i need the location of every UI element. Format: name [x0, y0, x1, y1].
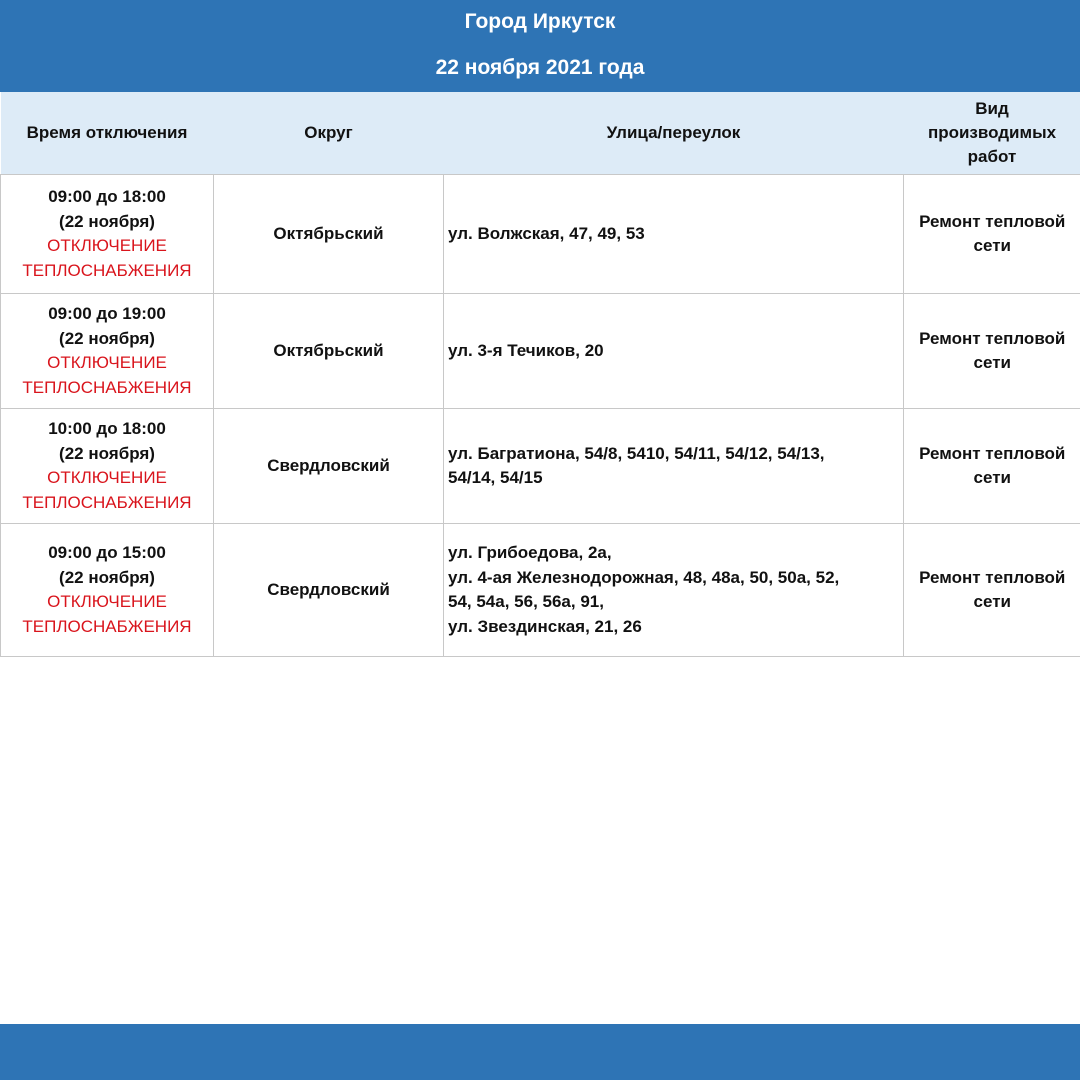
work-cell — [904, 524, 1080, 657]
time-range: 10:00 до 18:00 — [48, 419, 166, 438]
district-cell: Октябрьский — [214, 175, 444, 294]
status-label: ОТКЛЮЧЕНИЕ — [47, 592, 167, 611]
street-line: ул. Волжская, 47, 49, 53 — [448, 223, 645, 243]
column-header-street: Улица/переулок — [444, 92, 904, 175]
street-line: ул. 4-ая Железнодорожная, 48, 48а, 50, 50а, 52, — [448, 567, 840, 587]
street-line: ул. Багратиона, 54/8, 5410, 54/11, 54/12, 54/13, — [448, 443, 825, 463]
work-line: сети — [973, 236, 1011, 255]
column-header-work-line: работ — [967, 147, 1017, 166]
status-label: ОТКЛЮЧЕНИЕ — [47, 353, 167, 372]
time-date: (22 ноября) — [59, 567, 155, 587]
outage-table — [0, 92, 1080, 657]
district-cell: Свердловский — [214, 409, 444, 524]
time-date: (22 ноября) — [59, 443, 155, 463]
time-cell — [1, 524, 214, 657]
column-header-work-line: Вид — [975, 99, 1009, 118]
status-label: ТЕПЛОСНАБЖЕНИЯ — [22, 377, 192, 397]
work-line: Ремонт тепловой — [919, 328, 1066, 348]
time-range: 09:00 до 19:00 — [48, 304, 166, 323]
title-band — [0, 0, 1080, 92]
street-line: 54/14, 54/15 — [448, 468, 543, 487]
street-cell — [444, 524, 904, 657]
table-row — [1, 175, 1080, 294]
footer-band — [0, 1024, 1080, 1080]
time-date: (22 ноября) — [59, 211, 155, 231]
time-range: 09:00 до 18:00 — [48, 187, 166, 206]
work-cell — [904, 175, 1080, 294]
street-cell — [444, 409, 904, 524]
column-header-district: Округ — [214, 92, 444, 175]
work-line: сети — [973, 592, 1011, 611]
status-label: ОТКЛЮЧЕНИЕ — [47, 236, 167, 255]
date-title: 22 ноября 2021 года — [435, 56, 645, 79]
district-cell: Свердловский — [214, 524, 444, 657]
district-cell: Октябрьский — [214, 294, 444, 409]
table-row — [1, 524, 1080, 657]
table-header-row — [1, 92, 1080, 175]
street-cell — [444, 294, 904, 409]
work-line: сети — [973, 353, 1011, 372]
street-line: ул. 3-я Течиков, 20 — [448, 340, 604, 360]
status-label: ОТКЛЮЧЕНИЕ — [47, 468, 167, 487]
column-header-work — [904, 92, 1080, 175]
work-cell — [904, 409, 1080, 524]
time-cell — [1, 409, 214, 524]
work-line: Ремонт тепловой — [919, 211, 1066, 231]
column-header-time: Время отключения — [1, 92, 214, 175]
table-row — [1, 294, 1080, 409]
work-line: Ремонт тепловой — [919, 443, 1066, 463]
street-cell — [444, 175, 904, 294]
time-range: 09:00 до 15:00 — [48, 543, 166, 562]
time-cell — [1, 175, 214, 294]
column-header-work-line: производимых — [927, 123, 1057, 142]
work-line: сети — [973, 468, 1011, 487]
time-date: (22 ноября) — [59, 328, 155, 348]
city-title: Город Иркутск — [464, 10, 616, 33]
table-row — [1, 409, 1080, 524]
street-line: 54, 54а, 56, 56а, 91, — [448, 592, 604, 611]
time-cell — [1, 294, 214, 409]
status-label: ТЕПЛОСНАБЖЕНИЯ — [22, 492, 192, 512]
street-line: ул. Звездинская, 21, 26 — [448, 616, 642, 636]
work-line: Ремонт тепловой — [919, 567, 1066, 587]
status-label: ТЕПЛОСНАБЖЕНИЯ — [22, 260, 192, 280]
work-cell — [904, 294, 1080, 409]
street-line: ул. Грибоедова, 2а, — [448, 543, 612, 562]
status-label: ТЕПЛОСНАБЖЕНИЯ — [22, 616, 192, 636]
